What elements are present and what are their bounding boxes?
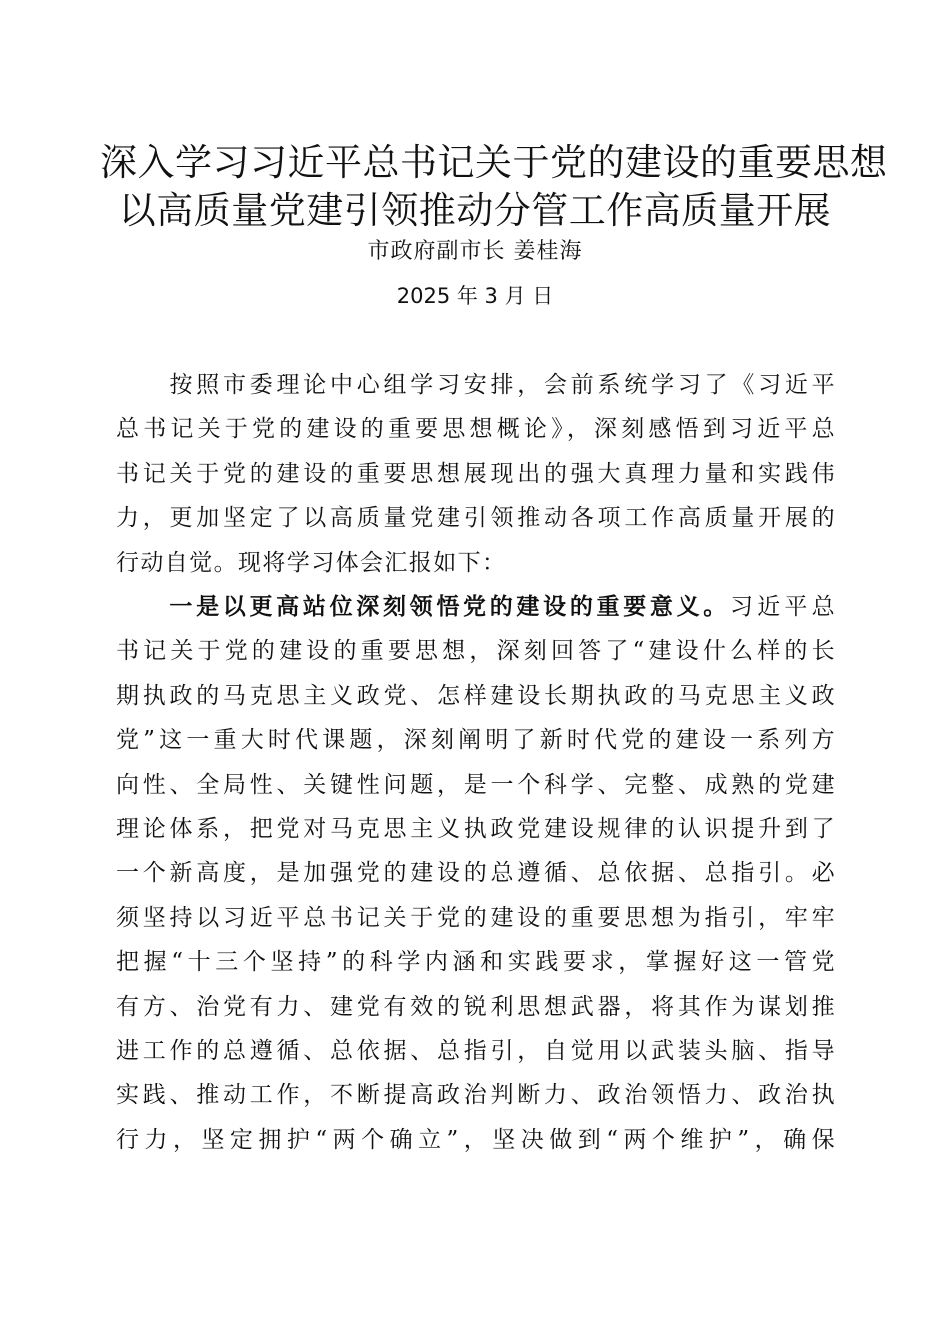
- paragraph-line: 期执政的马克思主义政党、怎样建设长期执政的马克思主义政: [116, 682, 836, 709]
- paragraph-line: 实践、推动工作，不断提高政治判断力、政治领悟力、政治执: [116, 1082, 836, 1109]
- paragraph-intro: [116, 363, 836, 585]
- paragraph-line: 行力，坚定拥护“两个确立”，坚决做到“两个维护”，确保: [116, 1126, 836, 1153]
- paragraph-line: 一个新高度，是加强党的建设的总遵循、总依据、总指引。必: [116, 860, 836, 887]
- section-heading-bold: 一是以更高站位深刻领悟党的建设的重要意义。: [116, 594, 731, 620]
- paragraph-line: 书记关于党的建设的重要思想，深刻回答了“建设什么样的长: [116, 638, 836, 665]
- paragraph-line: 进工作的总遵循、总依据、总指引，自觉用以武装头脑、指导: [116, 1037, 836, 1064]
- paragraph-point-one: [116, 585, 836, 1162]
- paragraph-line-rest: 习近平总: [730, 594, 837, 620]
- date-line: 2025 年 3 月 日: [396, 284, 554, 308]
- paragraph-line: 理论体系，把党对马克思主义执政党建设规律的认识提升到了: [116, 815, 836, 842]
- paragraph-first-line: [116, 585, 836, 629]
- paragraph-line: 力，更加坚定了以高质量党建引领推动各项工作高质量开展的: [116, 505, 836, 532]
- paragraph-line: 党”这一重大时代课题，深刻阐明了新时代党的建设一系列方: [116, 727, 836, 754]
- paragraph-line: 有方、治党有力、建党有效的锐利思想武器，将其作为谋划推: [116, 993, 836, 1020]
- paragraph-line: 须坚持以习近平总书记关于党的建设的重要思想为指引，牢牢: [116, 904, 836, 931]
- paragraph-line: 总书记关于党的建设的重要思想概论》，深刻感悟到习近平总: [116, 416, 836, 443]
- author-line: 市政府副市长 姜桂海: [367, 239, 583, 264]
- document-title-line-1: 深入学习习近平总书记关于党的建设的重要思想: [100, 141, 888, 184]
- paragraph-line: 向性、全局性、关键性问题，是一个科学、完整、成熟的党建: [116, 771, 836, 798]
- paragraph-line: 按照市委理论中心组学习安排，会前系统学习了《习近平: [116, 372, 836, 398]
- paragraph-line: 把握“十三个坚持”的科学内涵和实践要求，掌握好这一管党: [116, 949, 836, 976]
- paragraph-line: 行动自觉。现将学习体会汇报如下：: [116, 549, 507, 576]
- document-title-line-2: 以高质量党建引领推动分管工作高质量开展: [118, 189, 832, 232]
- paragraph-line: 书记关于党的建设的重要思想展现出的强大真理力量和实践伟: [116, 460, 836, 487]
